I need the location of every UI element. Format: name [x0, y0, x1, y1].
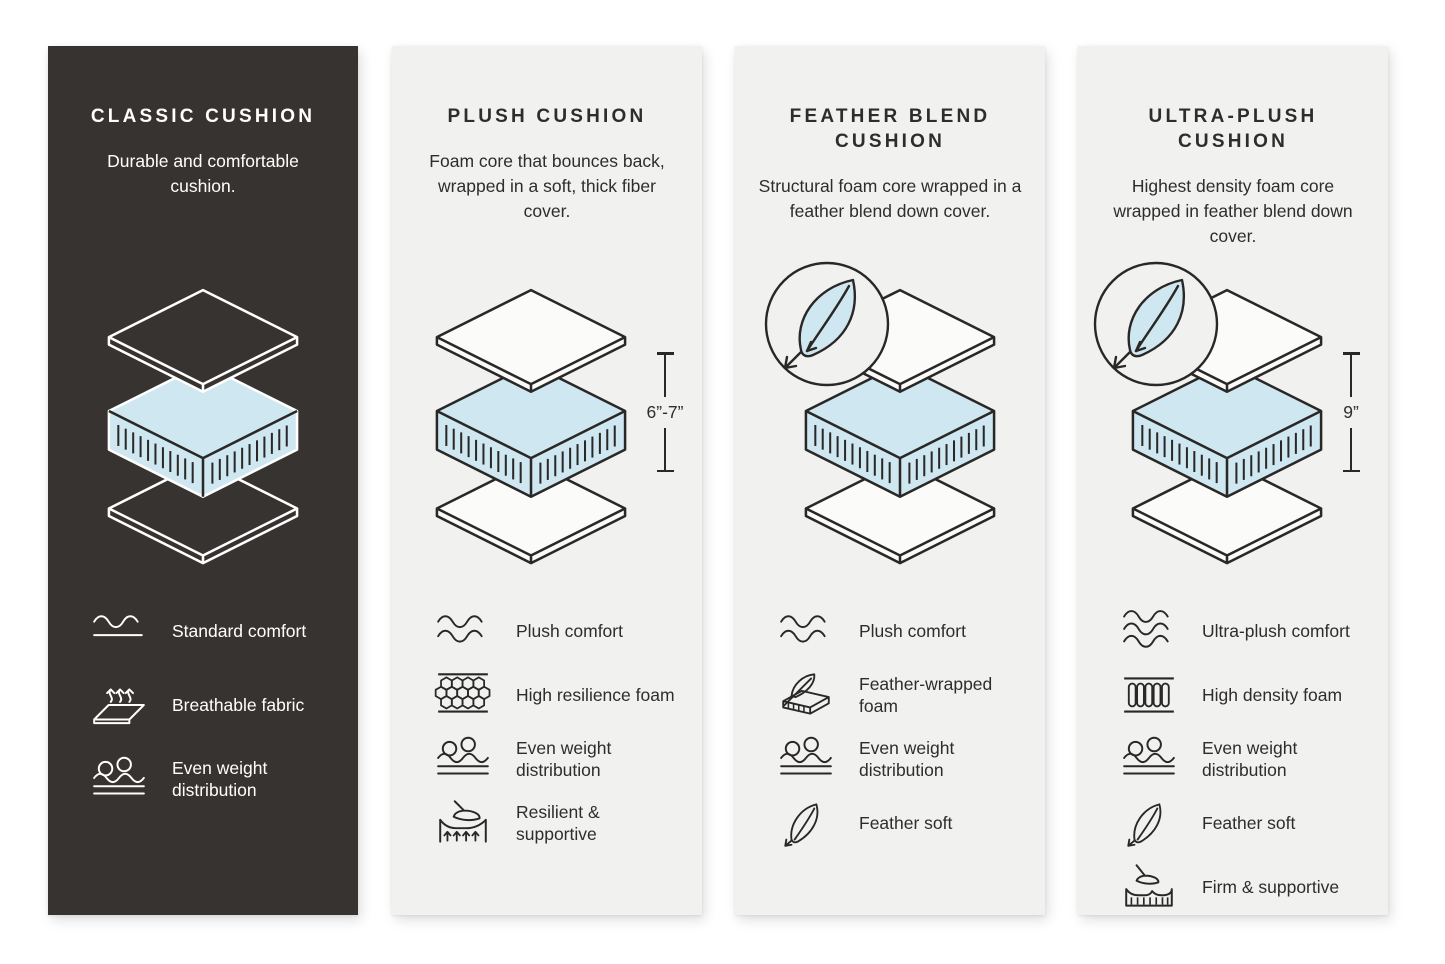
- feature-label: Even weight distribution: [172, 757, 268, 800]
- feature-list: [392, 580, 702, 848]
- dimension-cap-bottom: [1343, 470, 1360, 473]
- dimension-line: [664, 355, 667, 397]
- panel-header: [392, 46, 702, 258]
- feature-row: [90, 680, 340, 730]
- feature-row: [434, 606, 684, 656]
- panel-title: FEATHER BLEND CUSHION: [789, 106, 991, 153]
- waves-plush-icon: [777, 606, 835, 656]
- foam-honeycomb-icon: [434, 670, 492, 720]
- feature-label: Feather soft: [859, 812, 953, 833]
- feature-label: Firm & supportive: [1202, 876, 1340, 897]
- feature-row: [434, 670, 684, 720]
- feature-row: [434, 798, 684, 848]
- waves-ultra-icon: [1120, 606, 1178, 656]
- feather-badge-icon: [1090, 258, 1222, 390]
- feature-label: Plush comfort: [859, 620, 966, 641]
- feature-row: [1120, 798, 1370, 848]
- feature-label: High density foam: [1202, 684, 1343, 705]
- feature-row: [90, 606, 340, 656]
- feature-row: [1120, 606, 1370, 656]
- panel-header: [1078, 46, 1388, 258]
- even-weight-icon: [90, 754, 148, 804]
- dimension-label: 9”: [1343, 401, 1359, 422]
- panel-classic-cushion: [48, 46, 358, 915]
- feature-row: [777, 734, 1027, 784]
- feature-label: Plush comfort: [516, 620, 623, 641]
- panel-header: [735, 46, 1045, 258]
- panel-description: Highest density foam core wrapped in feather blend down cover.: [1113, 176, 1353, 246]
- dimension-label: 6”-7”: [646, 401, 684, 422]
- panel-plush-cushion: [392, 46, 702, 915]
- feature-list: [735, 580, 1045, 848]
- cushion-diagram-area: [392, 258, 702, 580]
- dimension-line: [664, 428, 667, 470]
- feature-label: Even weight distribution: [1202, 737, 1298, 780]
- feature-row: [1120, 862, 1370, 912]
- breathable-fabric-icon: [90, 680, 148, 730]
- dimension-line: [1350, 428, 1353, 470]
- foam-density-icon: [1120, 670, 1178, 720]
- cushion-diagram-area: [735, 258, 1045, 580]
- panel-feather-blend-cushion: [735, 46, 1045, 915]
- firm-foot-icon: [1120, 862, 1178, 912]
- panel-title: ULTRA-PLUSH CUSHION: [1148, 106, 1318, 153]
- feature-label: Resilient & supportive: [516, 801, 600, 844]
- panel-title: PLUSH CUSHION: [447, 106, 647, 127]
- panel-ultra-plush-cushion: [1078, 46, 1388, 915]
- feature-row: [434, 734, 684, 784]
- feature-label: Even weight distribution: [859, 737, 955, 780]
- feature-label: High resilience foam: [516, 684, 675, 705]
- cushion-diagram-area: [1078, 258, 1388, 580]
- height-dimension-indicator: [642, 352, 688, 472]
- feature-label: Ultra-plush comfort: [1202, 620, 1350, 641]
- height-dimension-indicator: [1328, 352, 1374, 472]
- panel-description: Durable and comfortable cushion.: [107, 151, 299, 196]
- feature-row: [1120, 670, 1370, 720]
- feature-label: Breathable fabric: [172, 694, 305, 715]
- even-weight-icon: [777, 734, 835, 784]
- feather-icon: [1120, 798, 1178, 848]
- panel-title: CLASSIC CUSHION: [90, 106, 316, 127]
- feather-badge-icon: [761, 258, 893, 390]
- feature-list: [48, 580, 358, 804]
- waves-standard-icon: [90, 606, 148, 656]
- feature-label: Standard comfort: [172, 620, 307, 641]
- feature-label: Feather soft: [1202, 812, 1296, 833]
- feature-list: [1078, 580, 1388, 912]
- even-weight-icon: [1120, 734, 1178, 784]
- feature-label: Feather-wrapped foam: [859, 673, 993, 716]
- dimension-cap-bottom: [657, 470, 674, 473]
- layered-cushion-illustration: [405, 280, 657, 570]
- panel-header: [48, 46, 358, 258]
- feather-icon: [777, 798, 835, 848]
- feature-row: [777, 670, 1027, 720]
- feather-foam-icon: [777, 670, 835, 720]
- feature-row: [777, 798, 1027, 848]
- feature-label: Even weight distribution: [516, 737, 612, 780]
- feature-row: [777, 606, 1027, 656]
- panel-description: Structural foam core wrapped in a feather blend down cover.: [758, 176, 1022, 221]
- cushion-diagram-area: [48, 258, 358, 580]
- layered-cushion-illustration: [77, 280, 329, 570]
- resilient-foot-icon: [434, 798, 492, 848]
- even-weight-icon: [434, 734, 492, 784]
- dimension-line: [1350, 355, 1353, 397]
- feature-row: [1120, 734, 1370, 784]
- panel-description: Foam core that bounces back, wrapped in a soft, thick fiber cover.: [429, 151, 665, 221]
- feature-row: [90, 754, 340, 804]
- waves-plush-icon: [434, 606, 492, 656]
